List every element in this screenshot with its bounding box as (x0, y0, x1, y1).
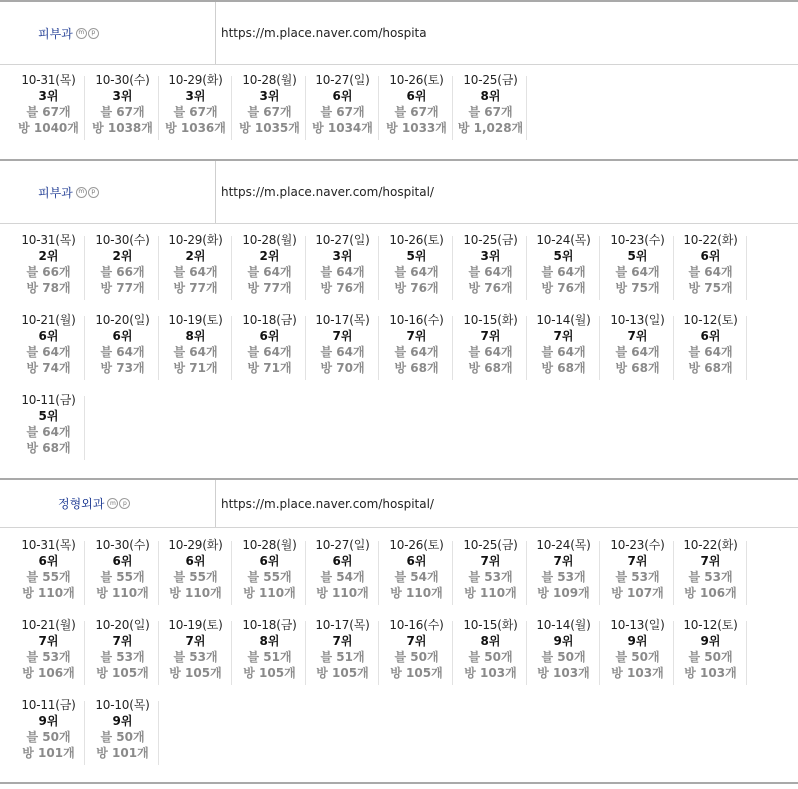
section-header (0, 2, 798, 65)
visitor-review-count: 방 76개 (320, 281, 365, 295)
blog-review-count: 블 64개 (394, 265, 439, 279)
date-label: 10-17(목) (315, 313, 370, 327)
rank-cell (233, 72, 306, 144)
blog-review-count: 블 64개 (26, 345, 71, 359)
rank-value: 6위 (259, 329, 280, 343)
visitor-review-count: 방 103개 (684, 666, 737, 680)
date-label: 10-30(수) (95, 233, 150, 247)
rank-value: 5위 (553, 249, 574, 263)
pc-badge-icon: p (119, 498, 130, 509)
rank-cell (454, 232, 527, 304)
rank-cell (86, 617, 159, 689)
visitor-review-count: 방 1033개 (386, 121, 447, 135)
date-label: 10-17(목) (315, 618, 370, 632)
rank-value: 7위 (553, 329, 574, 343)
rank-cell (233, 312, 306, 384)
rank-value: 7위 (627, 329, 648, 343)
rank-cell (86, 697, 159, 769)
rank-cell (380, 72, 453, 144)
date-label: 10-29(화) (168, 73, 223, 87)
visitor-review-count: 방 103개 (464, 666, 517, 680)
blog-review-count: 블 55개 (247, 570, 292, 584)
rank-cell (233, 617, 306, 689)
rank-value: 9위 (553, 634, 574, 648)
visitor-review-count: 방 110개 (96, 586, 149, 600)
date-label: 10-29(화) (168, 538, 223, 552)
visitor-review-count: 방 105개 (316, 666, 369, 680)
rank-cell (12, 617, 85, 689)
visitor-review-count: 방 78개 (26, 281, 71, 295)
blog-review-count: 블 50개 (615, 650, 660, 664)
date-label: 10-22(화) (683, 233, 738, 247)
rank-value: 7위 (700, 554, 721, 568)
visitor-review-count: 방 1036개 (165, 121, 226, 135)
rank-cell (601, 617, 674, 689)
blog-review-count: 블 53개 (26, 650, 71, 664)
blog-review-count: 블 64개 (247, 265, 292, 279)
rank-value: 8위 (259, 634, 280, 648)
blog-review-count: 블 54개 (320, 570, 365, 584)
rank-cell (86, 537, 159, 609)
place-url-link[interactable]: https://m.place.naver.com/hospital/ (221, 185, 434, 199)
blog-review-count: 블 66개 (100, 265, 145, 279)
section-divider (0, 782, 798, 784)
rank-cell (674, 232, 747, 304)
date-label: 10-19(토) (168, 618, 223, 632)
date-label: 10-29(화) (168, 233, 223, 247)
visitor-review-count: 방 105개 (390, 666, 443, 680)
rank-cell (527, 232, 600, 304)
header-divider (215, 480, 216, 527)
blog-review-count: 블 67개 (468, 105, 513, 119)
rank-value: 9위 (112, 714, 133, 728)
date-label: 10-27(일) (315, 73, 370, 87)
rank-cell (86, 232, 159, 304)
blog-review-count: 블 67개 (320, 105, 365, 119)
visitor-review-count: 방 73개 (100, 361, 145, 375)
pc-badge-icon: p (88, 28, 99, 39)
blog-review-count: 블 64개 (468, 265, 513, 279)
rank-value: 7위 (332, 329, 353, 343)
rank-value: 7위 (480, 554, 501, 568)
rank-value: 6위 (112, 554, 133, 568)
rank-value: 6위 (112, 329, 133, 343)
rank-cell (454, 617, 527, 689)
date-label: 10-28(월) (242, 73, 297, 87)
rank-cell (159, 72, 232, 144)
blog-review-count: 블 50개 (688, 650, 733, 664)
date-label: 10-11(금) (21, 393, 76, 407)
rank-cell (527, 537, 600, 609)
rank-value: 2위 (185, 249, 206, 263)
rank-value: 9위 (627, 634, 648, 648)
rank-cell (86, 312, 159, 384)
rank-cell (306, 617, 379, 689)
rank-cell (12, 232, 85, 304)
date-label: 10-30(수) (95, 73, 150, 87)
rank-cell (159, 232, 232, 304)
rank-value: 5위 (406, 249, 427, 263)
blog-review-count: 블 67개 (394, 105, 439, 119)
visitor-review-count: 방 110개 (243, 586, 296, 600)
date-label: 10-31(목) (21, 73, 76, 87)
date-label: 10-26(토) (389, 538, 444, 552)
rank-value: 6위 (406, 89, 427, 103)
rank-value: 8위 (480, 89, 501, 103)
blog-review-count: 블 66개 (26, 265, 71, 279)
blog-review-count: 블 64개 (468, 345, 513, 359)
pc-badge-icon: p (88, 187, 99, 198)
rank-value: 3위 (185, 89, 206, 103)
date-label: 10-14(월) (536, 313, 591, 327)
rank-value: 6위 (700, 249, 721, 263)
date-label: 10-18(금) (242, 313, 297, 327)
visitor-review-count: 방 1035개 (239, 121, 300, 135)
rank-value: 6위 (332, 89, 353, 103)
visitor-review-count: 방 109개 (537, 586, 590, 600)
blog-review-count: 블 67개 (100, 105, 145, 119)
rank-cell (527, 617, 600, 689)
rank-value: 2위 (112, 249, 133, 263)
visitor-review-count: 방 71개 (247, 361, 292, 375)
visitor-review-count: 방 74개 (26, 361, 71, 375)
date-label: 10-15(화) (463, 618, 518, 632)
rank-value: 3위 (259, 89, 280, 103)
visitor-review-count: 방 110개 (22, 586, 75, 600)
blog-review-count: 블 67개 (173, 105, 218, 119)
mobile-badge-icon: m (76, 187, 87, 198)
visitor-review-count: 방 106개 (22, 666, 75, 680)
blog-review-count: 블 64개 (541, 345, 586, 359)
rank-value: 6위 (259, 554, 280, 568)
place-url-link[interactable]: https://m.place.naver.com/hospital/ (221, 496, 434, 511)
blog-review-count: 블 64개 (688, 345, 733, 359)
rank-value: 6위 (38, 554, 59, 568)
visitor-review-count: 방 68개 (26, 441, 71, 455)
rank-cell (86, 72, 159, 144)
date-label: 10-11(금) (21, 698, 76, 712)
rank-value: 6위 (38, 329, 59, 343)
rank-cell (12, 392, 85, 464)
date-label: 10-31(목) (21, 538, 76, 552)
rank-value: 7위 (627, 554, 648, 568)
rank-cell (674, 617, 747, 689)
rank-cell (306, 72, 379, 144)
rank-value: 7위 (406, 634, 427, 648)
date-label: 10-26(토) (389, 73, 444, 87)
blog-review-count: 블 51개 (247, 650, 292, 664)
visitor-review-count: 방 75개 (688, 281, 733, 295)
badge-group (76, 187, 99, 198)
rank-value: 9위 (700, 634, 721, 648)
rank-cell (674, 312, 747, 384)
badge-group (107, 498, 130, 509)
rank-value: 5위 (38, 409, 59, 423)
date-label: 10-25(금) (463, 233, 518, 247)
visitor-review-count: 방 68개 (541, 361, 586, 375)
date-label: 10-23(수) (610, 538, 665, 552)
rank-value: 6위 (185, 554, 206, 568)
section-header (0, 480, 798, 528)
blog-review-count: 블 50개 (100, 730, 145, 744)
rank-value: 6위 (700, 329, 721, 343)
rank-cell (159, 537, 232, 609)
rank-cell (12, 312, 85, 384)
date-label: 10-27(일) (315, 233, 370, 247)
rank-value: 7위 (38, 634, 59, 648)
blog-review-count: 블 64개 (100, 345, 145, 359)
blog-review-count: 블 53개 (615, 570, 660, 584)
rank-cell (454, 537, 527, 609)
rank-value: 2위 (38, 249, 59, 263)
rank-cell (159, 617, 232, 689)
rank-cell (601, 312, 674, 384)
blog-review-count: 블 64개 (541, 265, 586, 279)
blog-review-count: 블 64개 (688, 265, 733, 279)
keyword-text: 정형외과 (58, 497, 105, 511)
keyword-section (0, 2, 798, 159)
date-label: 10-21(월) (21, 618, 76, 632)
date-label: 10-28(월) (242, 233, 297, 247)
visitor-review-count: 방 77개 (247, 281, 292, 295)
rank-value: 8위 (185, 329, 206, 343)
rank-cell (454, 72, 527, 144)
date-label: 10-21(월) (21, 313, 76, 327)
blog-review-count: 블 53개 (688, 570, 733, 584)
rank-value: 3위 (332, 249, 353, 263)
date-label: 10-31(목) (21, 233, 76, 247)
blog-review-count: 블 53개 (468, 570, 513, 584)
rank-value: 7위 (185, 634, 206, 648)
keyword-text: 피부과 (38, 26, 73, 41)
rank-value: 3위 (112, 89, 133, 103)
visitor-review-count: 방 68개 (615, 361, 660, 375)
blog-review-count: 블 64개 (173, 265, 218, 279)
keyword-text: 피부과 (38, 185, 73, 200)
date-label: 10-19(토) (168, 313, 223, 327)
rank-cell (380, 232, 453, 304)
visitor-review-count: 방 110개 (316, 586, 369, 600)
date-label: 10-24(목) (536, 233, 591, 247)
rank-cell (233, 232, 306, 304)
date-label: 10-23(수) (610, 233, 665, 247)
blog-review-count: 블 53개 (541, 570, 586, 584)
rank-cell (233, 537, 306, 609)
mobile-badge-icon: m (76, 28, 87, 39)
blog-review-count: 블 53개 (173, 650, 218, 664)
blog-review-count: 블 55개 (26, 570, 71, 584)
rank-value: 7위 (406, 329, 427, 343)
rank-cell (674, 537, 747, 609)
date-label: 10-16(수) (389, 618, 444, 632)
rank-cell (380, 617, 453, 689)
date-label: 10-13(일) (610, 313, 665, 327)
rank-cell (601, 232, 674, 304)
keyword-label[interactable] (38, 161, 99, 223)
visitor-review-count: 방 76개 (394, 281, 439, 295)
date-label: 10-20(일) (95, 618, 150, 632)
date-label: 10-26(토) (389, 233, 444, 247)
blog-review-count: 블 55개 (100, 570, 145, 584)
blog-review-count: 블 67개 (247, 105, 292, 119)
rank-value: 5위 (627, 249, 648, 263)
visitor-review-count: 방 1034개 (312, 121, 373, 135)
rank-value: 8위 (480, 634, 501, 648)
visitor-review-count: 방 1040개 (18, 121, 79, 135)
blog-review-count: 블 50개 (394, 650, 439, 664)
visitor-review-count: 방 68개 (394, 361, 439, 375)
keyword-label[interactable] (58, 480, 130, 527)
mobile-badge-icon: m (107, 498, 118, 509)
date-label: 10-18(금) (242, 618, 297, 632)
section-header (0, 161, 798, 224)
visitor-review-count: 방 1038개 (92, 121, 153, 135)
rank-cell (380, 537, 453, 609)
visitor-review-count: 방 105개 (96, 666, 149, 680)
visitor-review-count: 방 70개 (320, 361, 365, 375)
blog-review-count: 블 64개 (26, 425, 71, 439)
rank-value: 7위 (332, 634, 353, 648)
rank-cell (12, 72, 85, 144)
date-label: 10-25(금) (463, 73, 518, 87)
visitor-review-count: 방 101개 (96, 746, 149, 760)
rank-value: 6위 (406, 554, 427, 568)
place-url-link[interactable]: https://m.place.naver.com/hospita (221, 26, 427, 40)
header-divider (215, 2, 216, 64)
visitor-review-count: 방 107개 (611, 586, 664, 600)
visitor-review-count: 방 103개 (611, 666, 664, 680)
badge-group (76, 28, 99, 39)
visitor-review-count: 방 76개 (541, 281, 586, 295)
date-label: 10-25(금) (463, 538, 518, 552)
visitor-review-count: 방 101개 (22, 746, 75, 760)
visitor-review-count: 방 105개 (243, 666, 296, 680)
blog-review-count: 블 64개 (394, 345, 439, 359)
blog-review-count: 블 64개 (615, 265, 660, 279)
rank-value: 3위 (38, 89, 59, 103)
rank-value: 7위 (553, 554, 574, 568)
visitor-review-count: 방 68개 (688, 361, 733, 375)
visitor-review-count: 방 106개 (684, 586, 737, 600)
rank-cell (306, 537, 379, 609)
blog-review-count: 블 53개 (100, 650, 145, 664)
rank-value: 6위 (332, 554, 353, 568)
visitor-review-count: 방 110개 (464, 586, 517, 600)
rank-cell (527, 312, 600, 384)
keyword-label[interactable] (38, 2, 99, 64)
visitor-review-count: 방 77개 (100, 281, 145, 295)
date-label: 10-10(목) (95, 698, 150, 712)
keyword-section (0, 161, 798, 478)
rank-value: 7위 (480, 329, 501, 343)
rank-cell (454, 312, 527, 384)
blog-review-count: 블 50개 (541, 650, 586, 664)
rank-value: 3위 (480, 249, 501, 263)
rank-value: 7위 (112, 634, 133, 648)
blog-review-count: 블 55개 (173, 570, 218, 584)
rank-cell (12, 537, 85, 609)
visitor-review-count: 방 71개 (173, 361, 218, 375)
rank-cell (306, 312, 379, 384)
blog-review-count: 블 67개 (26, 105, 71, 119)
rank-cell (601, 537, 674, 609)
rank-cell (159, 312, 232, 384)
visitor-review-count: 방 68개 (468, 361, 513, 375)
visitor-review-count: 방 103개 (537, 666, 590, 680)
blog-review-count: 블 64개 (173, 345, 218, 359)
date-label: 10-12(토) (683, 313, 738, 327)
blog-review-count: 블 50개 (26, 730, 71, 744)
blog-review-count: 블 64개 (247, 345, 292, 359)
visitor-review-count: 방 105개 (169, 666, 222, 680)
rank-cell (12, 697, 85, 769)
date-label: 10-30(수) (95, 538, 150, 552)
blog-review-count: 블 64개 (320, 265, 365, 279)
visitor-review-count: 방 110개 (169, 586, 222, 600)
date-label: 10-15(화) (463, 313, 518, 327)
date-label: 10-27(일) (315, 538, 370, 552)
keyword-section (0, 480, 798, 782)
blog-review-count: 블 51개 (320, 650, 365, 664)
blog-review-count: 블 64개 (320, 345, 365, 359)
visitor-review-count: 방 75개 (615, 281, 660, 295)
date-label: 10-20(일) (95, 313, 150, 327)
visitor-review-count: 방 110개 (390, 586, 443, 600)
rank-cell (380, 312, 453, 384)
date-label: 10-14(월) (536, 618, 591, 632)
visitor-review-count: 방 76개 (468, 281, 513, 295)
blog-review-count: 블 64개 (615, 345, 660, 359)
visitor-review-count: 방 77개 (173, 281, 218, 295)
rank-cell (306, 232, 379, 304)
date-label: 10-16(수) (389, 313, 444, 327)
visitor-review-count: 방 1,028개 (457, 121, 524, 135)
header-divider (215, 161, 216, 223)
rank-value: 9위 (38, 714, 59, 728)
blog-review-count: 블 54개 (394, 570, 439, 584)
date-label: 10-28(월) (242, 538, 297, 552)
date-label: 10-24(목) (536, 538, 591, 552)
date-label: 10-22(화) (683, 538, 738, 552)
date-label: 10-12(토) (683, 618, 738, 632)
date-label: 10-13(일) (610, 618, 665, 632)
blog-review-count: 블 50개 (468, 650, 513, 664)
rank-value: 2위 (259, 249, 280, 263)
